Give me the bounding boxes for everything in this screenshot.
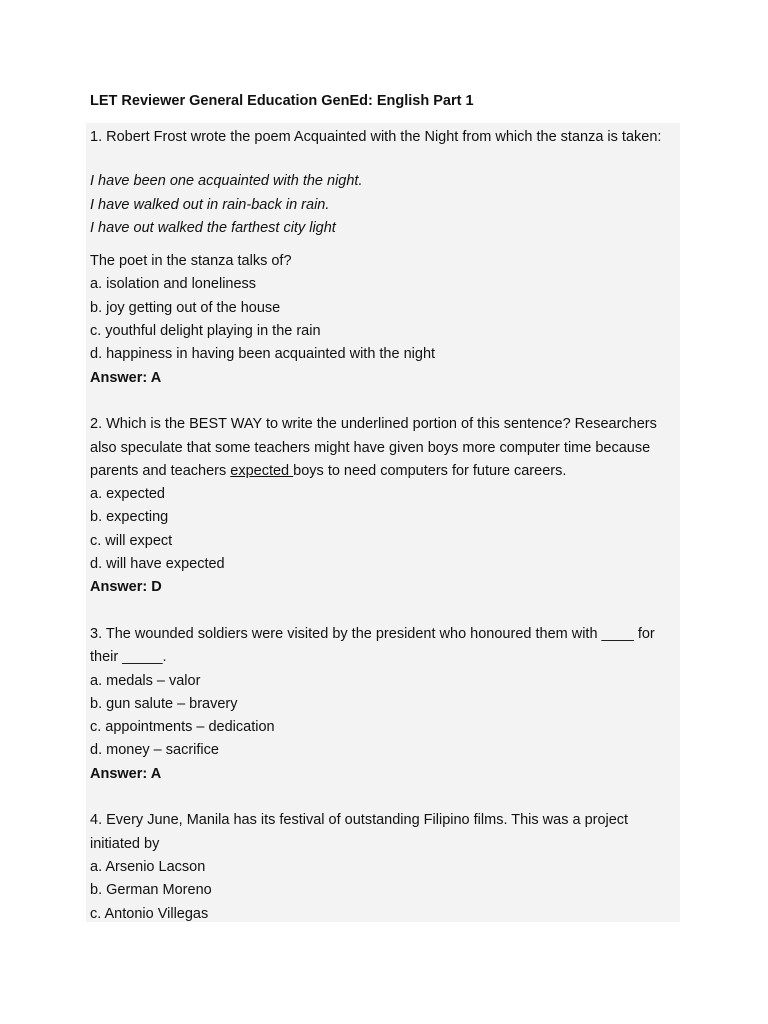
stanza-line: I have out walked the farthest city light [90, 219, 336, 236]
option-item: b. joy getting out of the house [90, 299, 281, 316]
option-item: b. expecting [90, 509, 169, 526]
option-item: c. will expect [90, 532, 173, 549]
option-item: d. money – sacrifice [90, 742, 219, 759]
page-title: LET Reviewer General Education GenEd: English Part 1 [90, 93, 474, 109]
answer-key: Answer: D [90, 579, 162, 596]
question-1-prompt: 1. Robert Frost wrote the poem Acquainted with the Night from which the stanza is taken: [90, 129, 662, 145]
option-item: c. youthful delight playing in the rain [90, 323, 321, 340]
option-item: a. medals – valor [90, 672, 201, 689]
stanza-line: I have been one acquainted with the night. [90, 173, 363, 190]
question-3-line: their _____. [90, 649, 167, 666]
option-item: b. gun salute – bravery [90, 695, 238, 712]
question-1-text: The poet in the stanza talks of? [90, 253, 292, 270]
option-item: c. appointments – dedication [90, 719, 275, 736]
stanza-line: I have walked out in rain-back in rain. [90, 196, 330, 213]
underlined-portion: expected [230, 462, 294, 479]
question-2-line: 2. Which is the BEST WAY to write the underlined portion of this sentence? Researchers [90, 416, 657, 433]
option-item: a. expected [90, 486, 165, 503]
answer-key: Answer: A [90, 369, 162, 386]
answer-key: Answer: A [90, 765, 162, 782]
sentence-text: boys to need computers for future careers. [293, 462, 567, 479]
option-item: b. German Moreno [90, 882, 212, 899]
document-body [86, 123, 680, 922]
question-2-line: also speculate that some teachers might have given boys more computer time because [90, 439, 651, 456]
sentence-text: parents and teachers [90, 462, 231, 479]
option-item: a. Arsenio Lacson [90, 858, 206, 875]
question-4-line: 4. Every June, Manila has its festival of outstanding Filipino films. This was a project [90, 812, 629, 829]
option-item: d. will have expected [90, 556, 225, 573]
question-4-line: initiated by [90, 835, 160, 852]
question-3-line: 3. The wounded soldiers were visited by the president who honoured them with ____ for [90, 625, 655, 642]
option-item: c. Antonio Villegas [90, 905, 209, 922]
option-item: a. isolation and loneliness [90, 276, 257, 293]
poem-stanza [90, 170, 680, 240]
question-2-line [90, 460, 680, 483]
option-item: d. happiness in having been acquainted with the night [90, 346, 436, 363]
